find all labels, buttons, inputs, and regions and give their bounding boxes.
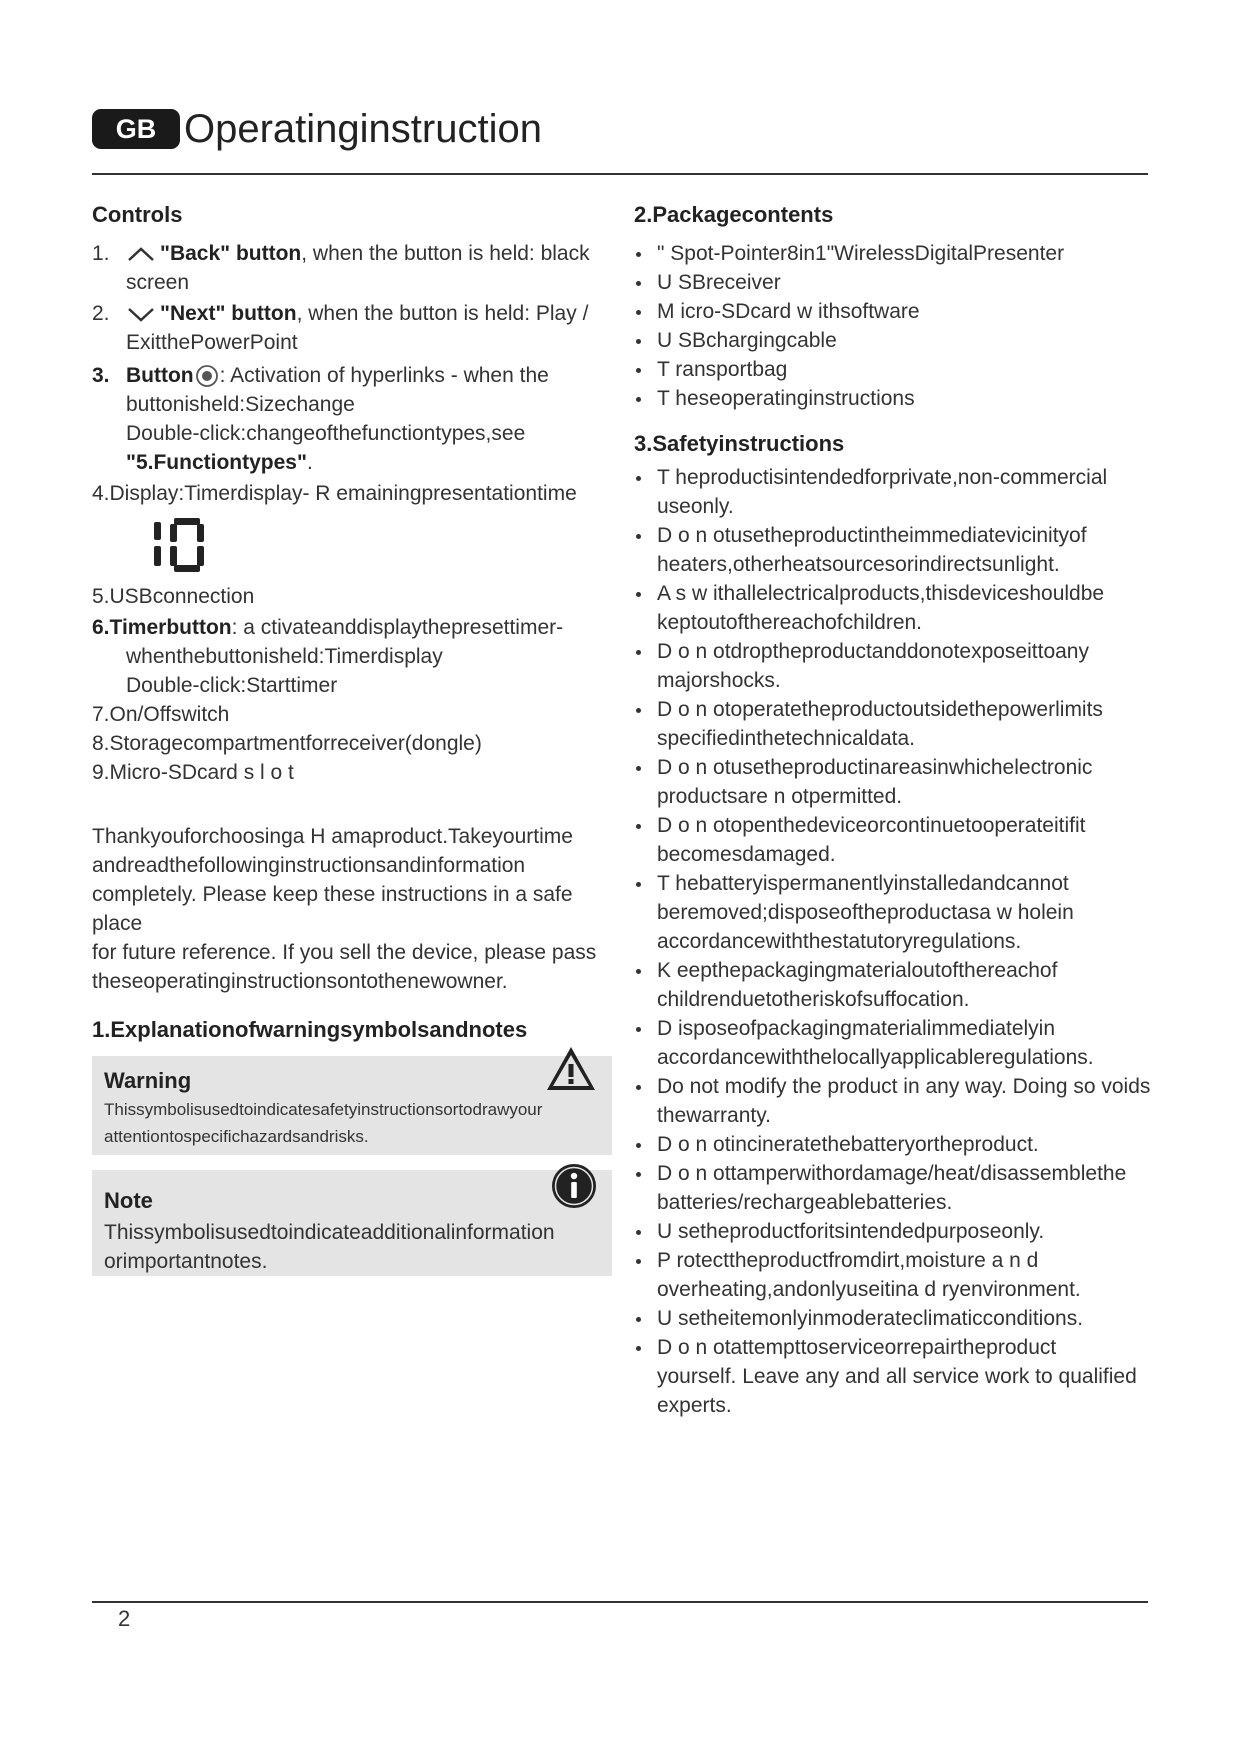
chevron-down-icon — [126, 305, 156, 323]
list-item-line: K eepthepackagingmaterialoutofthereachof — [657, 959, 1058, 982]
intro-line: theseoperatinginstructionsontothenewowner. — [92, 970, 508, 993]
list-item-text: T ransportbag — [657, 358, 788, 381]
list-item-text: " Spot-Pointer8in1"WirelessDigitalPresenter — [657, 242, 1065, 265]
list-item-line: D o n otusetheproductintheimmediatevicinityof — [657, 524, 1087, 547]
control-item-usb: 5.USBconnection — [92, 585, 255, 608]
warning-triangle-icon — [544, 1044, 598, 1094]
control-label: 6.Timerbutton — [92, 616, 232, 639]
list-item — [634, 239, 1154, 268]
list-item-line: majorshocks. — [657, 669, 781, 692]
list-item-line: yourself. Leave any and all service work to qualified — [657, 1365, 1137, 1388]
list-item — [634, 268, 1154, 297]
control-number: 3. — [92, 364, 110, 387]
info-icon — [550, 1162, 598, 1210]
control-label: "Back" button — [160, 242, 302, 265]
list-item-line: experts. — [657, 1394, 732, 1417]
list-item — [634, 956, 1154, 1014]
bullet-dot — [636, 1259, 641, 1264]
list-item-line: Do not modify the product in any way. Doing so voids — [657, 1075, 1151, 1098]
list-item — [634, 579, 1154, 637]
list-item — [634, 1246, 1154, 1304]
control-description: : Activation of hyperlinks - when the — [219, 364, 549, 387]
note-text-line: orimportantnotes. — [104, 1250, 268, 1273]
control-description: : a ctivateanddisplaythepresettimer- — [231, 616, 564, 639]
list-item-line: D o n otopenthedeviceorcontinuetooperateitifit — [657, 814, 1086, 837]
list-item — [634, 463, 1154, 521]
list-item — [634, 326, 1154, 355]
section1-heading: 1.Explanationofwarningsymbolsandnotes — [92, 1017, 528, 1042]
control-number: 1. — [92, 242, 110, 265]
list-item — [634, 637, 1154, 695]
bullet-dot — [636, 397, 641, 402]
list-item-line: accordancewiththestatutoryregulations. — [657, 930, 1022, 953]
bullet-dot — [636, 882, 641, 887]
language-badge: GB — [92, 109, 180, 149]
intro-line: completely. Please keep these instructions in a safe place — [92, 883, 573, 935]
bullet-dot — [636, 1230, 641, 1235]
list-item-line: D o n otattempttoserviceorrepairtheproduct — [657, 1336, 1057, 1359]
left-column — [92, 200, 612, 1276]
warning-text-line: attentiontospecifichazardsandrisks. — [104, 1127, 369, 1146]
safety-instructions-list — [634, 463, 1154, 1420]
timer-display-illustration — [148, 514, 612, 576]
intro-line: for future reference. If you sell the device, please pass — [92, 941, 597, 964]
list-item-line: P rotecttheproductfromdirt,moisture a n d — [657, 1249, 1039, 1272]
list-item-line: A s w ithallelectricalproducts,thisdeviceshouldbe — [657, 582, 1105, 605]
control-item-back — [92, 239, 612, 297]
list-item-line: U setheproductforitsintendedpurposeonly. — [657, 1220, 1045, 1243]
controls-heading: Controls — [92, 202, 183, 227]
bullet-dot — [636, 766, 641, 771]
list-item — [634, 1333, 1154, 1420]
bullet-dot — [636, 281, 641, 286]
control-description-cont: ExitthePowerPoint — [126, 331, 298, 354]
list-item — [634, 869, 1154, 956]
note-box — [92, 1170, 612, 1276]
control-description: , when the button is held: Play / — [296, 302, 589, 325]
control-item-next — [92, 299, 612, 357]
round-button-icon — [194, 364, 220, 388]
bullet-dot — [636, 476, 641, 481]
list-item — [634, 811, 1154, 869]
note-title: Note — [104, 1188, 153, 1213]
intro-line: Thankyouforchoosinga H amaproduct.Takeyourtime — [92, 825, 573, 848]
control-description-cont1: whenthebuttonisheld:Timerdisplay — [126, 645, 443, 668]
list-item-line: D o n otincineratethebatteryortheproduct. — [657, 1133, 1039, 1156]
list-item-line: beremoved;disposeoftheproductasa w holein — [657, 901, 1074, 924]
list-item-line: useonly. — [657, 495, 734, 518]
list-item-line: D o n ottamperwithordamage/heat/disassemblethe — [657, 1162, 1127, 1185]
warning-title: Warning — [104, 1068, 192, 1093]
package-contents-list — [634, 239, 1154, 413]
list-item — [634, 355, 1154, 384]
list-item-line: productsare n otpermitted. — [657, 785, 903, 808]
control-number: 2. — [92, 302, 110, 325]
list-item — [634, 1072, 1154, 1130]
list-item-line: accordancewiththelocallyapplicableregulations. — [657, 1046, 1094, 1069]
bullet-dot — [636, 708, 641, 713]
list-item-line: specifiedinthetechnicaldata. — [657, 727, 916, 750]
bullet-dot — [636, 310, 641, 315]
list-item-line: T hebatteryispermanentlyinstalledandcannot — [657, 872, 1069, 895]
page-number: 2 — [118, 1606, 131, 1631]
section2-heading: 2.Packagecontents — [634, 202, 834, 227]
note-text-line: Thissymbolisusedtoindicateadditionalinformation — [104, 1221, 555, 1244]
footer-divider — [92, 1601, 1148, 1603]
list-item — [634, 1159, 1154, 1217]
bullet-dot — [636, 824, 641, 829]
list-item — [634, 1217, 1154, 1246]
page-title: Operatinginstruction — [184, 106, 542, 151]
control-label: Button — [126, 364, 194, 387]
list-item-text: U SBchargingcable — [657, 329, 837, 352]
list-item-line: thewarranty. — [657, 1104, 771, 1127]
list-item — [634, 1130, 1154, 1159]
bullet-dot — [636, 368, 641, 373]
list-item-text: M icro-SDcard w ithsoftware — [657, 300, 920, 323]
control-description-cont: screen — [126, 271, 190, 294]
control-description-cont2: Double-click:Starttimer — [126, 674, 338, 697]
list-item-text: T heseoperatinginstructions — [657, 387, 915, 410]
control-item-timer-button — [92, 613, 612, 642]
control-description: , when the button is held: black — [301, 242, 590, 265]
page-header — [92, 106, 542, 152]
bullet-dot — [636, 1143, 641, 1148]
reference-period: . — [306, 451, 313, 474]
control-item-display: 4.Display:Timerdisplay- R emainingpresentationtime — [92, 482, 577, 505]
list-item-line: childrenduetotheriskofsuffocation. — [657, 988, 970, 1011]
seven-segment-display-icon — [148, 514, 218, 576]
bullet-dot — [636, 534, 641, 539]
section3-heading: 3.Safetyinstructions — [634, 431, 845, 456]
bullet-dot — [636, 252, 641, 257]
intro-paragraph — [92, 822, 612, 996]
bullet-dot — [636, 1172, 641, 1177]
bullet-dot — [636, 592, 641, 597]
control-item-hyperlink-button — [92, 361, 612, 477]
list-item-line: batteries/rechargeablebatteries. — [657, 1191, 953, 1214]
control-item-storage: 8.Storagecompartmentforreceiver(dongle) — [92, 732, 482, 755]
list-item — [634, 384, 1154, 413]
list-item — [634, 695, 1154, 753]
control-item-sdcard: 9.Micro-SDcard s l o t — [92, 761, 294, 784]
bullet-dot — [636, 1027, 641, 1032]
list-item-line: T heproductisintendedforprivate,non-commercial — [657, 466, 1108, 489]
function-types-reference: "5.Functiontypes" — [126, 451, 307, 474]
bullet-dot — [636, 339, 641, 344]
bullet-dot — [636, 1085, 641, 1090]
list-item-line: D o n otoperatetheproductoutsidethepowerlimits — [657, 698, 1103, 721]
bullet-dot — [636, 650, 641, 655]
control-description-cont1: buttonisheld:Sizechange — [126, 393, 355, 416]
list-item — [634, 1014, 1154, 1072]
warning-box — [92, 1056, 612, 1155]
control-label: "Next" button — [160, 302, 297, 325]
list-item-line: becomesdamaged. — [657, 843, 836, 866]
header-divider — [92, 173, 1148, 175]
list-item-line: keptoutofthereachofchildren. — [657, 611, 923, 634]
right-column — [634, 200, 1154, 1420]
control-item-onoff: 7.On/Offswitch — [92, 703, 230, 726]
warning-text-line: Thissymbolisusedtoindicatesafetyinstructionsortodrawyour — [104, 1100, 543, 1119]
list-item-line: D isposeofpackagingmaterialimmediatelyin — [657, 1017, 1056, 1040]
intro-line: andreadthefollowinginstructionsandinformation — [92, 854, 526, 877]
list-item-line: heaters,otherheatsourcesorindirectsunlight. — [657, 553, 1060, 576]
bullet-dot — [636, 1346, 641, 1351]
list-item — [634, 521, 1154, 579]
list-item-line: D o n otdroptheproductanddonotexposeittoany — [657, 640, 1089, 663]
bullet-dot — [636, 1317, 641, 1322]
list-item-text: U SBreceiver — [657, 271, 781, 294]
list-item-line: D o n otusetheproductinareasinwhichelectronic — [657, 756, 1093, 779]
bullet-dot — [636, 969, 641, 974]
chevron-up-icon — [126, 245, 156, 263]
list-item — [634, 297, 1154, 326]
list-item-line: U setheitemonlyinmoderateclimaticconditions. — [657, 1307, 1084, 1330]
list-item — [634, 753, 1154, 811]
control-description-cont2: Double-click:changeofthefunctiontypes,see — [126, 422, 526, 445]
list-item — [634, 1304, 1154, 1333]
list-item-line: overheating,andonlyuseitina d ryenvironment. — [657, 1278, 1081, 1301]
